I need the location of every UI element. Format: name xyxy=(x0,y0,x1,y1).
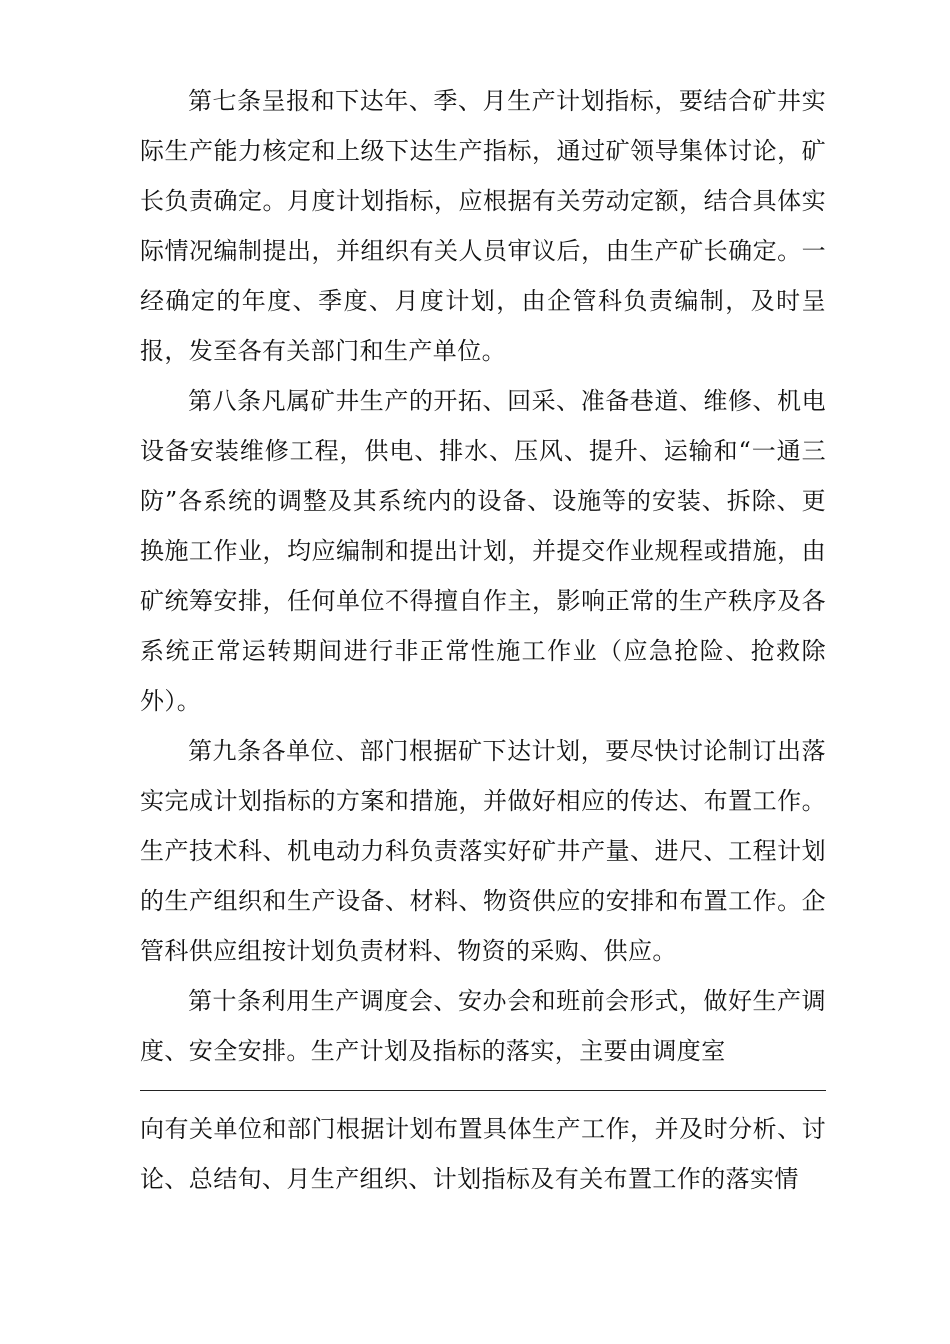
article-7-paragraph: 第七条呈报和下达年、季、月生产计划指标，要结合矿井实际生产能力核定和上级下达生产指标，通过矿领导集体讨论，矿长负责确定。月度计划指标，应根据有关劳动定额，结合具体实际情况编制提出，并组织有关人员审议后，由生产矿长确定。一经确定的年度、季度、月度计划，由企管科负责编制，及时呈报，发至各有关部门和生产单位。 xyxy=(140,87,826,365)
article-10-paragraph: 第十条利用生产调度会、安办会和班前会形式，做好生产调度、安全安排。生产计划及指标的落实，主要由调度室 xyxy=(140,987,826,1065)
continuation-text-block xyxy=(140,1104,826,1204)
continuation-paragraph: 向有关单位和部门根据计划布置具体生产工作，并及时分析、讨论、总结旬、月生产组织、计划指标及有关布置工作的落实情 xyxy=(140,1115,826,1193)
page-break-divider xyxy=(140,1090,826,1091)
article-9-paragraph: 第九条各单位、部门根据矿下达计划，要尽快讨论制订出落实完成计划指标的方案和措施，并做好相应的传达、布置工作。生产技术科、机电动力科负责落实好矿井产量、进尺、工程计划的生产组织和生产设备、材料、物资供应的安排和布置工作。企管科供应组按计划负责材料、物资的采购、供应。 xyxy=(140,737,826,965)
main-text-block xyxy=(140,76,826,1076)
article-8-paragraph: 第八条凡属矿井生产的开拓、回采、准备巷道、维修、机电设备安装维修工程，供电、排水、压风、提升、运输和“一通三防”各系统的调整及其系统内的设备、设施等的安装、拆除、更换施工作业，均应编制和提出计划，并提交作业规程或措施，由矿统筹安排，任何单位不得擅自作主，影响正常的生产秩序及各系统正常运转期间进行非正常性施工作业（应急抢险、抢救除外）。 xyxy=(140,387,826,715)
